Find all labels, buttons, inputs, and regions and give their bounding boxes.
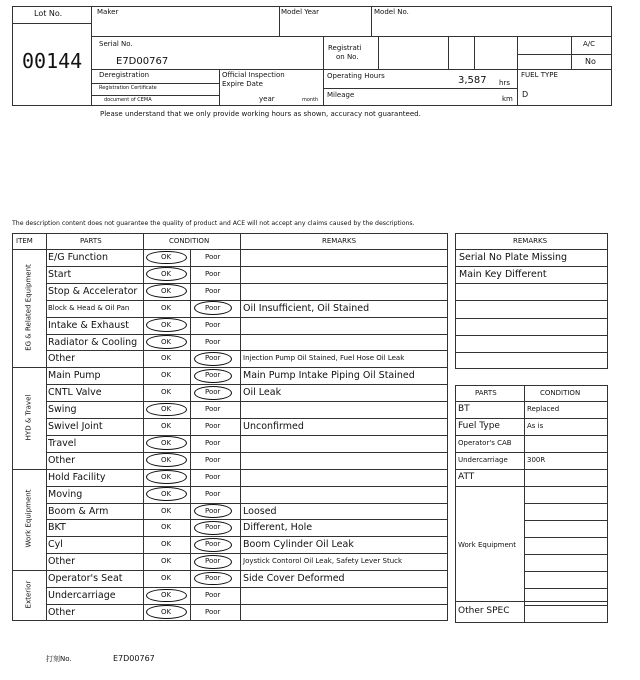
condition-ok: OK bbox=[161, 523, 172, 532]
part-name: BKT bbox=[48, 522, 66, 534]
parts-panel-condition: 300R bbox=[527, 456, 546, 464]
condition-poor: Poor bbox=[205, 506, 221, 515]
part-name: E/G Function bbox=[48, 252, 108, 263]
ok-circle-mark bbox=[146, 487, 187, 501]
remark-text: Joystick Contorol Oil Leak, Safety Lever Stuck bbox=[243, 557, 403, 566]
poor-circle-mark bbox=[194, 555, 232, 569]
condition-ok: OK bbox=[161, 405, 172, 414]
condition-poor: Poor bbox=[205, 607, 221, 616]
poor-circle-mark bbox=[194, 369, 232, 383]
part-name: Hold Facility bbox=[48, 471, 106, 483]
remark-text: Oil Leak bbox=[243, 387, 282, 399]
condition-ok: OK bbox=[161, 303, 172, 312]
other-spec-label: Other SPEC bbox=[458, 606, 510, 616]
condition-ok: OK bbox=[161, 337, 172, 346]
col-item-header: ITEM bbox=[16, 237, 33, 245]
stamp-label: 打刻No. bbox=[46, 655, 72, 663]
deregistration-label: Deregistration bbox=[99, 71, 150, 79]
condition-poor: Poor bbox=[205, 591, 221, 599]
stamp-value: E7D00767 bbox=[113, 654, 155, 663]
operating-hours-label: Operating Hours bbox=[327, 72, 385, 80]
remark-text: Main Pump Intake Piping Oil Stained bbox=[243, 370, 415, 382]
col-condition-header: CONDITION bbox=[169, 237, 210, 245]
part-name: Cyl bbox=[48, 539, 63, 551]
parts-panel-part: BT bbox=[458, 404, 470, 414]
registration-certificate-label: Registration Certificate bbox=[99, 85, 157, 91]
condition-ok: OK bbox=[161, 472, 172, 481]
condition-poor: Poor bbox=[205, 523, 221, 532]
parts-panel-part: Operator's CAB bbox=[458, 439, 512, 447]
remark-text: Unconfirmed bbox=[243, 421, 304, 432]
part-name: Boom & Arm bbox=[48, 505, 109, 517]
condition-poor: Poor bbox=[205, 557, 221, 566]
model-year-label: Model Year bbox=[281, 8, 320, 16]
condition-ok: OK bbox=[161, 506, 172, 515]
parts-panel-condition-header: CONDITION bbox=[540, 389, 581, 397]
work-equipment-label: Work Equipment bbox=[458, 541, 516, 549]
poor-circle-mark bbox=[194, 301, 232, 315]
condition-ok: OK bbox=[161, 388, 172, 397]
condition-ok: OK bbox=[161, 320, 172, 329]
condition-poor: Poor bbox=[205, 354, 221, 363]
ac-value: No bbox=[585, 57, 596, 66]
official-inspection-label-1: Official Inspection bbox=[222, 71, 285, 79]
part-name: Other bbox=[48, 454, 75, 466]
inspection-table bbox=[12, 233, 448, 623]
condition-poor: Poor bbox=[205, 422, 221, 430]
group-label: EG & Related Equipment bbox=[24, 264, 33, 351]
official-inspection-label-2: Expire Date bbox=[222, 80, 263, 88]
poor-circle-mark bbox=[194, 352, 232, 366]
ok-circle-mark bbox=[146, 318, 187, 332]
remark-text: Boom Cylinder Oil Leak bbox=[243, 539, 354, 551]
mileage-label: Mileage bbox=[327, 91, 355, 99]
parts-panel-part: ATT bbox=[458, 472, 475, 482]
registration-label-2: on No. bbox=[336, 53, 359, 61]
condition-poor: Poor bbox=[205, 303, 221, 312]
remark-text: Loosed bbox=[243, 505, 277, 517]
year-label: year bbox=[259, 95, 275, 103]
parts-panel-part: Undercarriage bbox=[458, 456, 508, 464]
group-label: HYD & Travel bbox=[24, 394, 33, 441]
condition-ok: OK bbox=[161, 354, 172, 363]
condition-poor: Poor bbox=[205, 438, 221, 447]
condition-ok: OK bbox=[161, 607, 172, 616]
operating-hours-value: 3,587 bbox=[458, 75, 487, 86]
serial-no-value: E7D00767 bbox=[116, 56, 169, 67]
remark-text: Side Cover Deformed bbox=[243, 573, 345, 585]
condition-poor: Poor bbox=[205, 371, 221, 380]
fuel-type-value: D bbox=[522, 90, 529, 99]
lot-no-value: 00144 bbox=[22, 49, 83, 73]
ac-label: A/C bbox=[583, 40, 596, 48]
part-name: Start bbox=[48, 268, 72, 280]
part-name: Other bbox=[48, 606, 75, 618]
condition-poor: Poor bbox=[205, 337, 221, 346]
condition-poor: Poor bbox=[205, 286, 221, 295]
part-name: Intake & Exhaust bbox=[48, 319, 129, 331]
parts-panel-condition: As is bbox=[527, 422, 544, 430]
accuracy-note: Please understand that we only provide working hours as shown, accuracy not guaranteed. bbox=[100, 110, 421, 118]
part-name: Operator's Seat bbox=[48, 573, 123, 585]
fuel-type-label: FUEL TYPE bbox=[521, 71, 558, 79]
condition-poor: Poor bbox=[205, 320, 221, 329]
ok-circle-mark bbox=[146, 470, 187, 484]
col-remarks-header: REMARKS bbox=[322, 237, 357, 245]
part-name: Main Pump bbox=[48, 370, 101, 382]
ok-circle-mark bbox=[146, 335, 187, 349]
parts-grid bbox=[455, 385, 608, 623]
part-name: Other bbox=[48, 353, 75, 365]
month-label: month bbox=[302, 97, 319, 103]
condition-poor: Poor bbox=[205, 269, 221, 278]
part-name: CNTL Valve bbox=[48, 387, 102, 399]
disclaimer: The description content does not guarantee the quality of product and ACE will not accept any claims caused by the descriptions. bbox=[12, 220, 415, 227]
condition-ok: OK bbox=[161, 253, 172, 261]
lot-no-label: Lot No. bbox=[34, 9, 63, 18]
remarks-panel-title: REMARKS bbox=[513, 237, 548, 245]
condition-ok: OK bbox=[161, 371, 172, 380]
parts-panel-part: Fuel Type bbox=[458, 421, 500, 431]
condition-poor: Poor bbox=[205, 489, 221, 498]
remarks-panel-line: Serial No Plate Missing bbox=[459, 252, 568, 263]
col-parts-header: PARTS bbox=[80, 237, 102, 245]
poor-circle-mark bbox=[194, 504, 232, 518]
condition-ok: OK bbox=[161, 591, 172, 599]
condition-ok: OK bbox=[161, 557, 172, 566]
condition-ok: OK bbox=[161, 286, 172, 295]
poor-circle-mark bbox=[194, 386, 232, 400]
condition-poor: Poor bbox=[205, 388, 221, 397]
condition-ok: OK bbox=[161, 438, 172, 447]
condition-ok: OK bbox=[161, 455, 172, 464]
condition-ok: OK bbox=[161, 422, 172, 430]
condition-ok: OK bbox=[161, 574, 172, 583]
condition-ok: OK bbox=[161, 540, 172, 549]
parts-panel-parts-header: PARTS bbox=[475, 389, 497, 397]
remark-text: Injection Pump Oil Stained, Fuel Hose Oil Leak bbox=[243, 354, 405, 363]
part-name: Undercarriage bbox=[48, 590, 116, 601]
condition-poor: Poor bbox=[205, 253, 221, 261]
part-name: Swing bbox=[48, 404, 77, 416]
poor-circle-mark bbox=[194, 538, 232, 552]
remarks-lines bbox=[455, 233, 608, 369]
part-name: Moving bbox=[48, 488, 83, 500]
hrs-label: hrs bbox=[499, 79, 510, 87]
group-label: Exterior bbox=[24, 581, 33, 609]
remark-text: Oil Insufficient, Oil Stained bbox=[243, 302, 370, 314]
part-name: Swivel Joint bbox=[48, 421, 103, 432]
condition-poor: Poor bbox=[205, 574, 221, 583]
maker-label: Maker bbox=[97, 8, 119, 16]
part-name: Stop & Accelerator bbox=[48, 285, 138, 297]
condition-poor: Poor bbox=[205, 472, 221, 481]
condition-poor: Poor bbox=[205, 405, 221, 414]
condition-poor: Poor bbox=[205, 540, 221, 549]
condition-ok: OK bbox=[161, 269, 172, 278]
document-of-cema-label: document of CEMA bbox=[104, 97, 152, 103]
condition-poor: Poor bbox=[205, 455, 221, 464]
part-name: Travel bbox=[48, 437, 77, 449]
km-label: km bbox=[502, 95, 513, 103]
part-name: Radiator & Cooling bbox=[48, 336, 138, 348]
registration-label-1: Registrati bbox=[328, 44, 362, 52]
model-no-label: Model No. bbox=[374, 8, 409, 16]
parts-panel-condition: Replaced bbox=[527, 405, 560, 413]
serial-no-label: Serial No. bbox=[99, 40, 133, 48]
condition-ok: OK bbox=[161, 489, 172, 498]
remarks-panel-line: Main Key Different bbox=[459, 269, 547, 281]
remark-text: Different, Hole bbox=[243, 522, 313, 534]
part-name: Other bbox=[48, 556, 75, 568]
poor-circle-mark bbox=[194, 521, 232, 535]
group-label: Work Equipment bbox=[24, 489, 33, 548]
part-name: Block & Head & Oil Pan bbox=[48, 303, 130, 312]
